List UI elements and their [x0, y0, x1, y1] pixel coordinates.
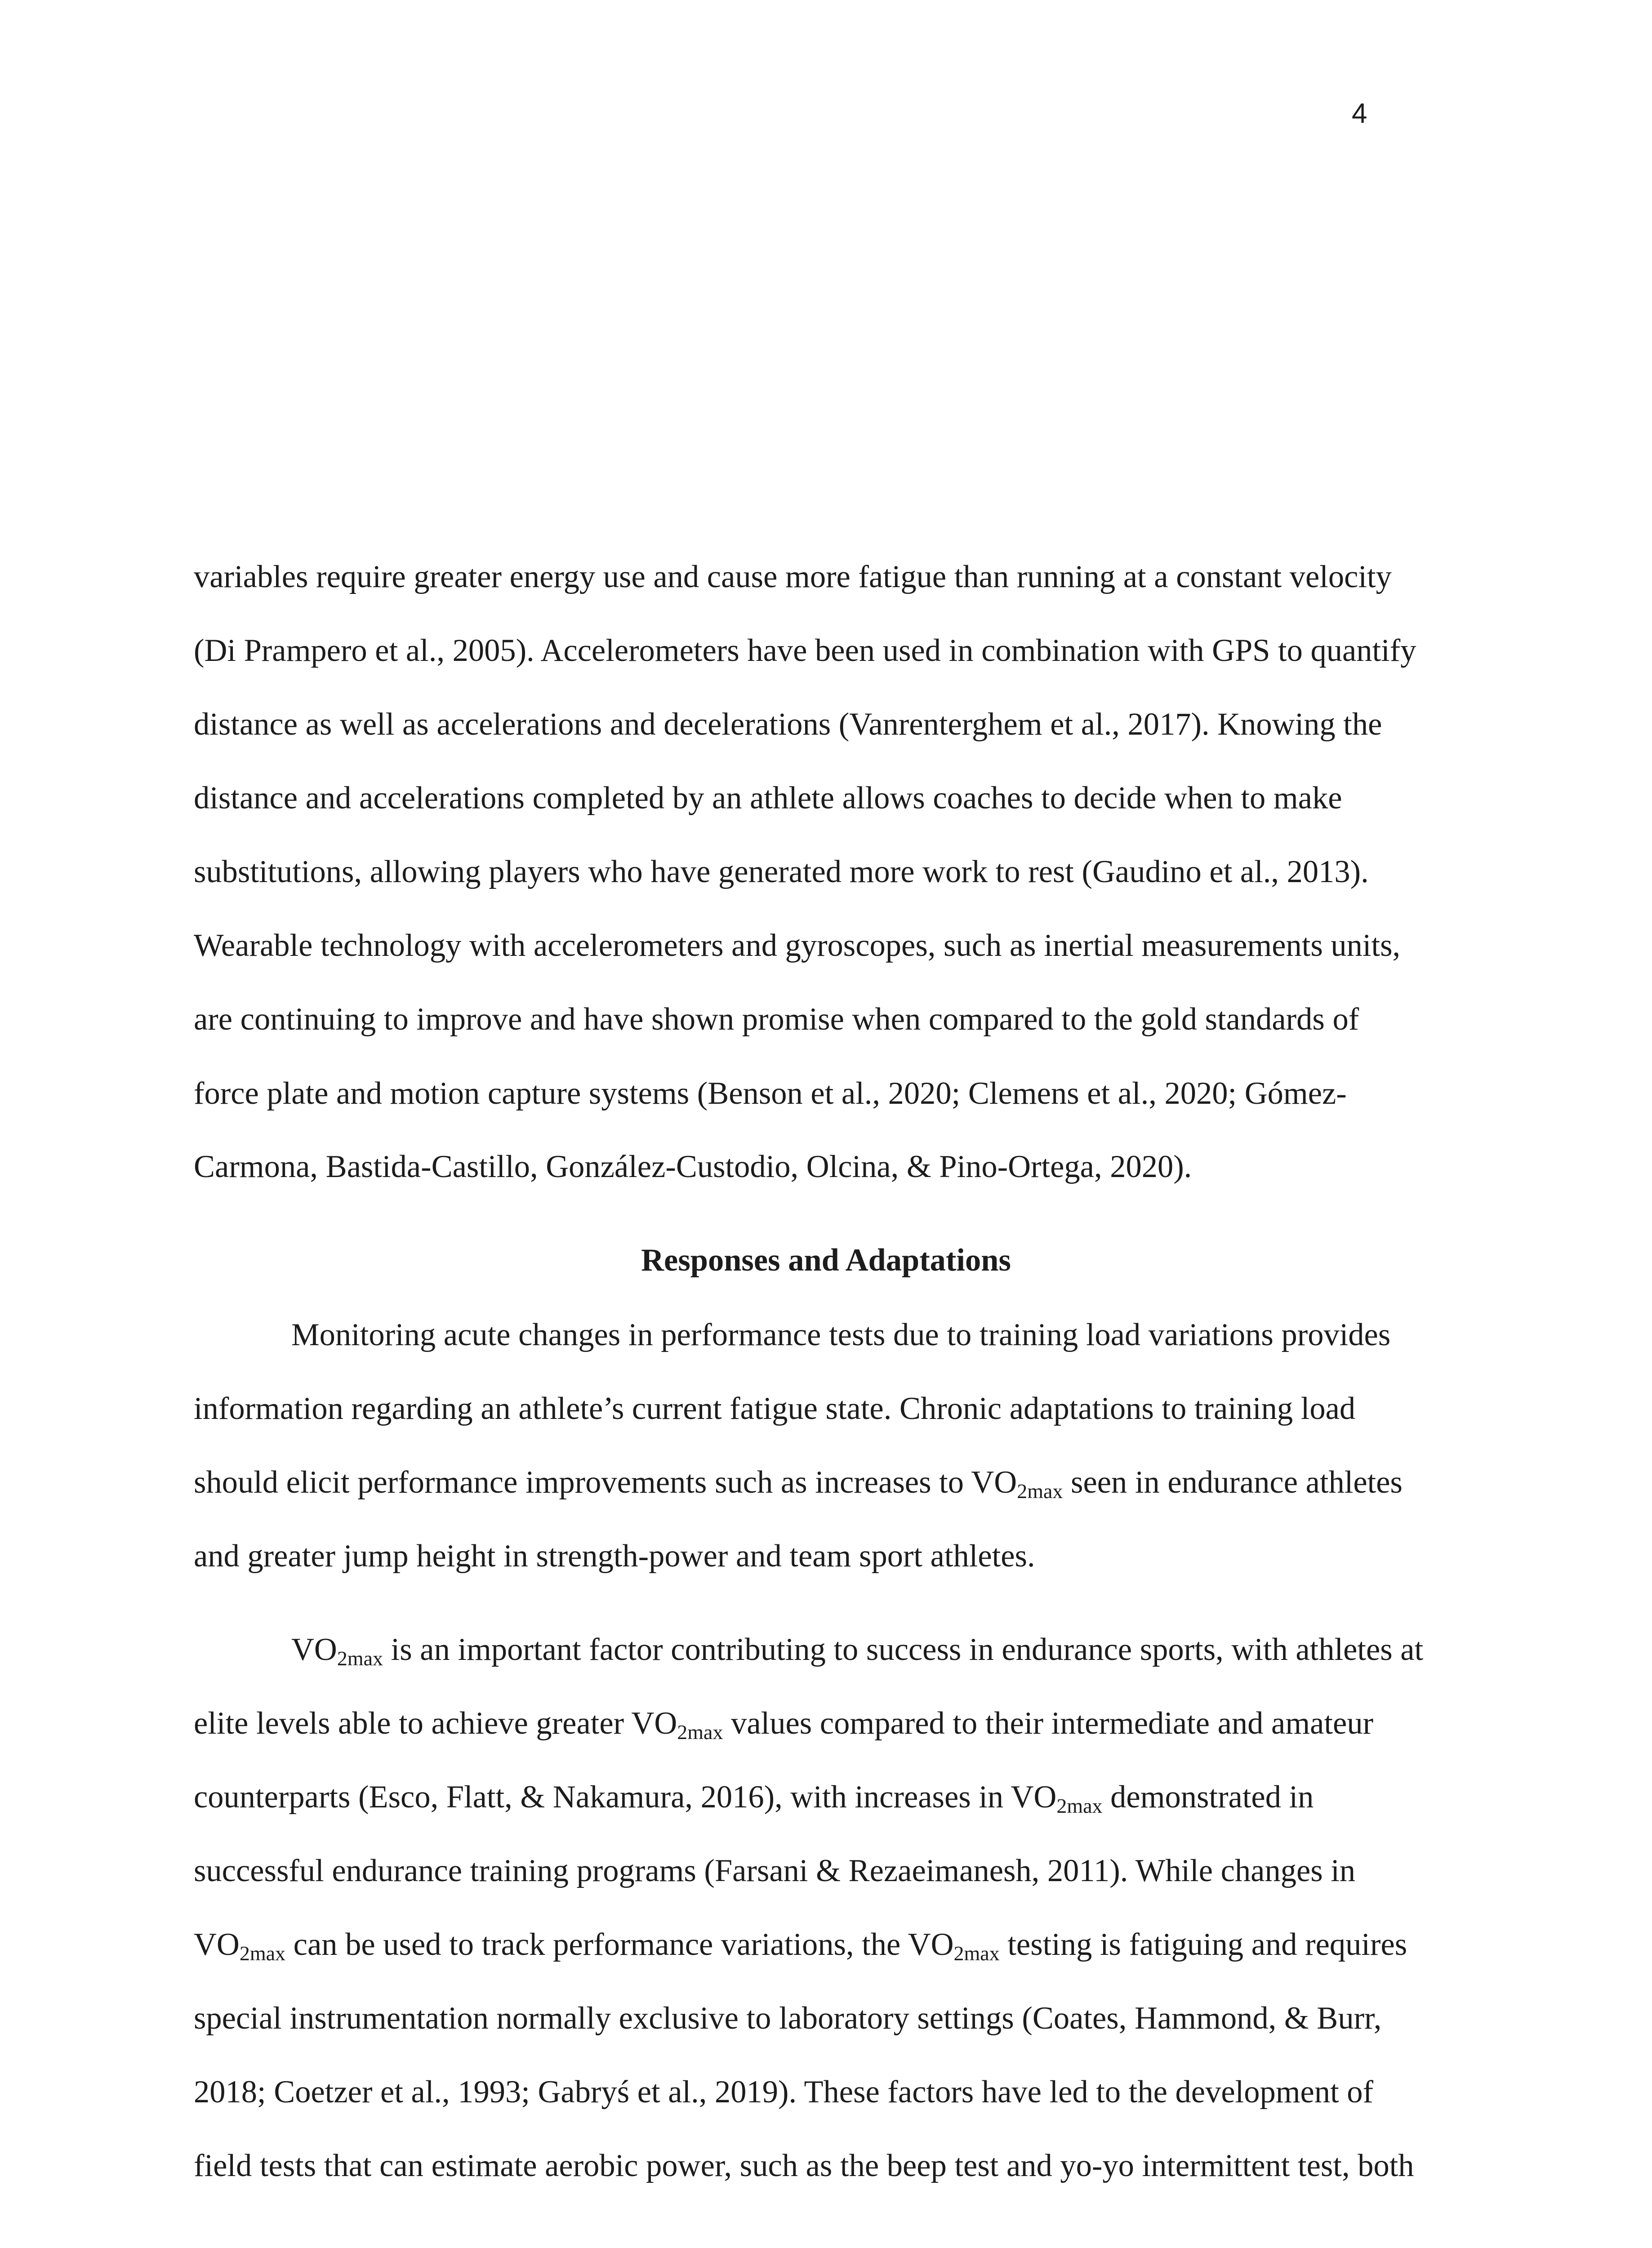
paragraph-line: force plate and motion capture systems (Benson et al., 2020; Clemens et al., 2020; Gómez- [194, 1076, 1347, 1111]
subscript: 2max [1017, 1480, 1063, 1503]
text-run: VO [194, 1927, 240, 1962]
paragraph-line [194, 1465, 1403, 1503]
paragraph-line: Wearable technology with accelerometers and gyroscopes, such as inertial measurements units, [194, 928, 1401, 963]
subscript: 2max [953, 1942, 1000, 1965]
text-run: testing is fatiguing and requires [999, 1927, 1407, 1962]
text-run: demonstrated in [1102, 1780, 1314, 1815]
paragraph-line: 2018; Coetzer et al., 1993; Gabryś et al., 2019). These factors have led to the development of [194, 2074, 1374, 2110]
text-run: should elicit performance improvements such as increases to VO [194, 1465, 1017, 1500]
paragraph-line: are continuing to improve and have shown promise when compared to the gold standards of [194, 1002, 1359, 1037]
paragraph-line: (Di Prampero et al., 2005). Accelerometers have been used in combination with GPS to quantify [194, 633, 1416, 668]
subscript: 2max [1056, 1794, 1103, 1817]
paragraph-line: Monitoring acute changes in performance tests due to training load variations provides [291, 1317, 1391, 1352]
text-run: elite levels able to achieve greater VO [194, 1706, 677, 1741]
paragraph-line: variables require greater energy use and cause more fatigue than running at a constant velocity [194, 559, 1392, 594]
text-run: can be used to track performance variations, the VO [285, 1927, 954, 1962]
paragraph-line [194, 1706, 1374, 1744]
paragraph-line: field tests that can estimate aerobic power, such as the beep test and yo-yo intermittent test, both [194, 2148, 1414, 2183]
paragraph-line: distance as well as accelerations and decelerations (Vanrenterghem et al., 2017). Knowing the [194, 707, 1382, 742]
paragraph-line [194, 1780, 1314, 1817]
paragraph-line [194, 1927, 1407, 1965]
subscript: 2max [677, 1721, 723, 1744]
paragraph-line: Carmona, Bastida-Castillo, González-Custodio, Olcina, & Pino-Ortega, 2020). [194, 1149, 1192, 1184]
text-run: values compared to their intermediate and amateur [723, 1706, 1374, 1741]
subscript: 2max [239, 1942, 286, 1965]
text-run: is an important factor contributing to success in endurance sports, with athletes at [383, 1632, 1424, 1667]
paragraph-line: substitutions, allowing players who have generated more work to rest (Gaudino et al., 2013). [194, 854, 1369, 889]
paragraph-line: distance and accelerations completed by an athlete allows coaches to decide when to make [194, 781, 1342, 816]
paragraph-line: information regarding an athlete’s current fatigue state. Chronic adaptations to training load [194, 1391, 1356, 1426]
subscript: 2max [337, 1647, 383, 1670]
paragraph-line: special instrumentation normally exclusive to laboratory settings (Coates, Hammond, & Burr, [194, 2001, 1382, 2036]
paragraph-line: successful endurance training programs (Farsani & Rezaeimanesh, 2011). While changes in [194, 1853, 1356, 1888]
paragraph-line: and greater jump height in strength-power and team sport athletes. [194, 1539, 1035, 1574]
text-run: counterparts (Esco, Flatt, & Nakamura, 2016), with increases in VO [194, 1780, 1057, 1815]
section-heading: Responses and Adaptations [641, 1243, 1011, 1278]
page-number: 4 [1352, 98, 1367, 129]
text-run: VO [291, 1632, 337, 1667]
paragraph-line [291, 1632, 1424, 1670]
text-run: seen in endurance athletes [1063, 1465, 1403, 1500]
